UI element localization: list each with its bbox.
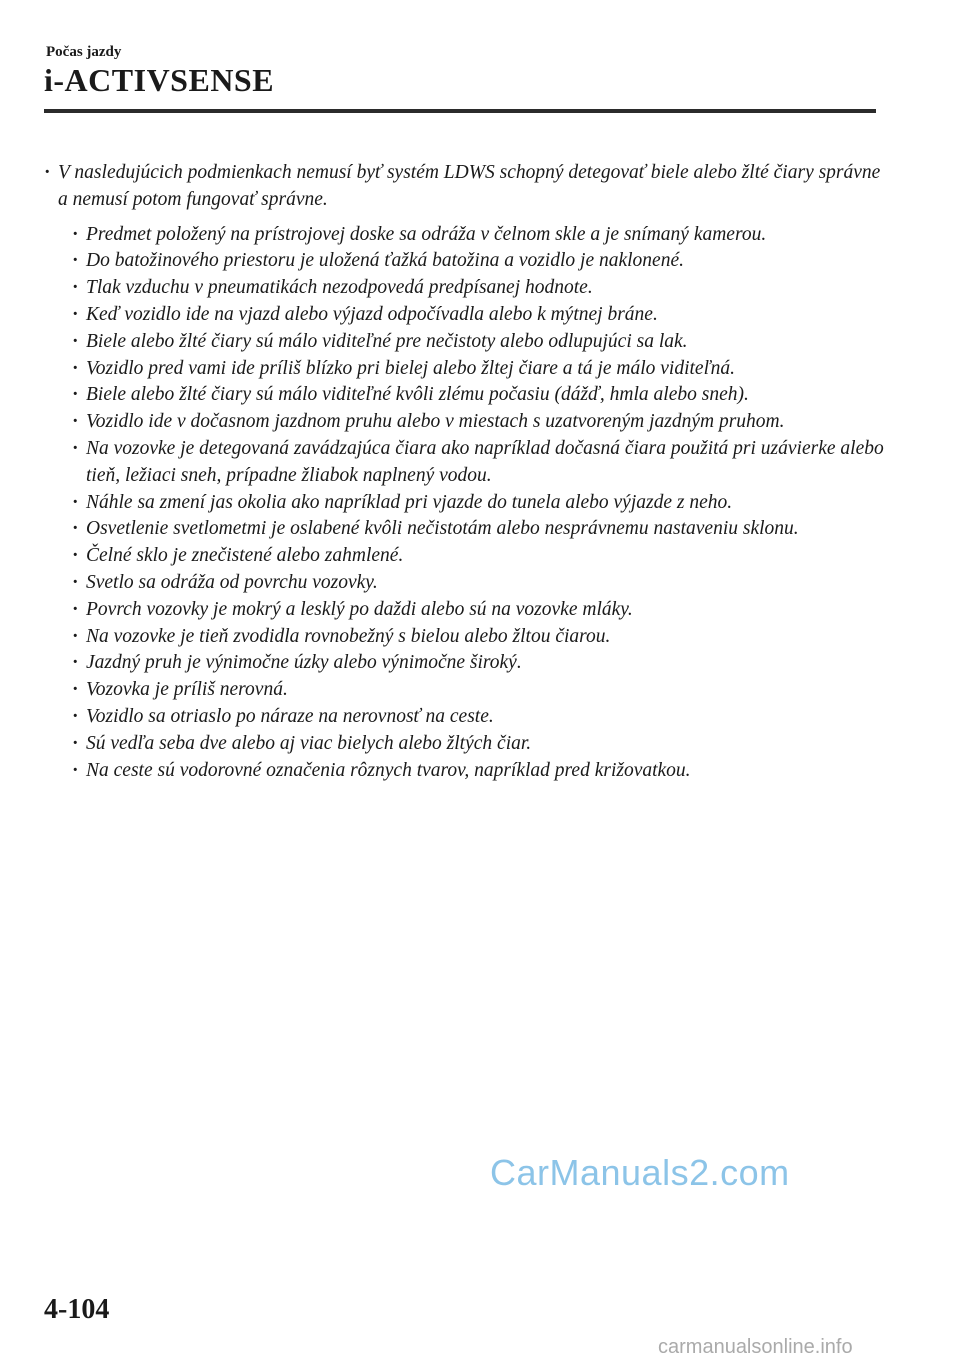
- list-item: · Biele alebo žlté čiary sú málo viditeľné kvôli zlému počasiu (dážď, hmla alebo sneh).: [72, 382, 884, 409]
- intro-paragraph: · V nasledujúcich podmienkach nemusí byť systém LDWS schopný detegovať biele alebo žlté čiary správne a nemusí potom fungovať správne.: [44, 160, 884, 214]
- list-item: · Náhle sa zmení jas okolia ako napríklad pri vjazde do tunela alebo výjazde z neho.: [72, 490, 884, 517]
- list-item: · Sú vedľa seba dve alebo aj viac bielych alebo žltých čiar.: [72, 731, 884, 758]
- list-item: · Vozovka je príliš nerovná.: [72, 677, 884, 704]
- list-item: · Na vozovke je detegovaná zavádzajúca čiara ako napríklad dočasná čiara použitá pri uzávierke alebo tieň, ležiaci sneh, prípadne žliabok naplnený vodou.: [72, 436, 884, 490]
- list-item: · Svetlo sa odráža od povrchu vozovky.: [72, 570, 884, 597]
- watermark: CarManuals2.com: [490, 1152, 790, 1193]
- list-item: · Keď vozidlo ide na vjazd alebo výjazd odpočívadla alebo k mýtnej bráne.: [72, 302, 884, 329]
- conditions-list: [44, 222, 884, 785]
- list-item: · Vozidlo sa otriaslo po náraze na nerovnosť na ceste.: [72, 704, 884, 731]
- page-number: 4-104: [44, 1294, 110, 1325]
- list-item: · Na ceste sú vodorovné označenia rôznych tvarov, napríklad pred križovatkou.: [72, 758, 884, 785]
- footer-site: carmanualsonline.info: [658, 1336, 853, 1358]
- section-label: Počas jazdy: [46, 44, 122, 60]
- content: [44, 160, 884, 784]
- list-item: · Čelné sklo je znečistené alebo zahmlené.: [72, 543, 884, 570]
- list-item: · Vozidlo pred vami ide príliš blízko pri bielej alebo žltej čiare a tá je málo viditeľná.: [72, 356, 884, 383]
- list-item: · Na vozovke je tieň zvodidla rovnobežný s bielou alebo žltou čiarou.: [72, 624, 884, 651]
- header-rule: [44, 109, 876, 113]
- chapter-title: i-ACTIVSENSE: [44, 62, 275, 98]
- list-item: · Tlak vzduchu v pneumatikách nezodpovedá predpísanej hodnote.: [72, 275, 884, 302]
- list-item: · Do batožinového priestoru je uložená ťažká batožina a vozidlo je naklonené.: [72, 248, 884, 275]
- list-item: · Biele alebo žlté čiary sú málo viditeľné pre nečistoty alebo odlupujúci sa lak.: [72, 329, 884, 356]
- list-item: · Jazdný pruh je výnimočne úzky alebo výnimočne široký.: [72, 650, 884, 677]
- list-item: · Osvetlenie svetlometmi je oslabené kvôli nečistotám alebo nesprávnemu nastaveniu sklonu.: [72, 516, 884, 543]
- list-item: · Povrch vozovky je mokrý a lesklý po daždi alebo sú na vozovke mláky.: [72, 597, 884, 624]
- list-item: · Vozidlo ide v dočasnom jazdnom pruhu alebo v miestach s uzatvoreným jazdným pruhom.: [72, 409, 884, 436]
- list-item: · Predmet položený na prístrojovej doske sa odráža v čelnom skle a je snímaný kamerou.: [72, 222, 884, 249]
